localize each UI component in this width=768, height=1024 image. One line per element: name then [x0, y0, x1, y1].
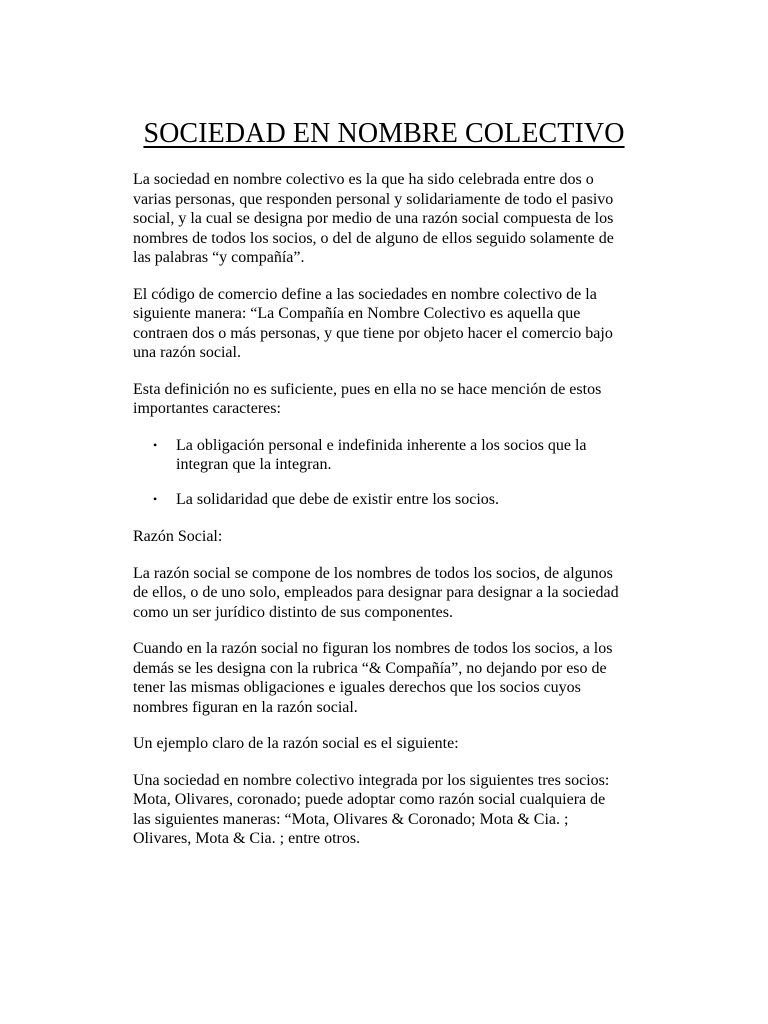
paragraph-ejemplo-intro — [133, 734, 643, 754]
paragraph-compania — [133, 639, 643, 717]
text-line: Un ejemplo claro de la razón social es el siguiente: — [133, 735, 459, 752]
text-line: varias personas, que responden personal y solidariamente de todo el pasivo — [133, 190, 614, 208]
text-line: siguiente manera: “La Compañía en Nombre Colectivo es aquella que — [133, 305, 581, 322]
text-line: La sociedad en nombre colectivo es la que ha sido celebrada entre dos o — [133, 171, 594, 188]
text-line: social, y la cual se designa por medio de una razón social compuesta de los — [133, 210, 614, 227]
text-line: El código de comercio define a las sociedades en nombre colectivo de la — [133, 285, 597, 303]
text-line: Una sociedad en nombre colectivo integrada por los siguientes tres socios: — [133, 771, 610, 789]
text-line: una razón social. — [133, 344, 241, 361]
text-line: demás se les designa con la rubrica “& Compañía”, no dejando por eso de — [133, 659, 607, 677]
text-line: las siguientes maneras: “Mota, Olivares & Coronado; Mota & Cia. ; — [133, 810, 569, 828]
document-title: SOCIEDAD EN NOMBRE COLECTIVO — [143, 118, 625, 149]
text-line: Cuando en la razón social no figuran los nombres de todos los socios, a los — [133, 640, 613, 657]
text-line: integran que la integran. — [176, 456, 332, 473]
text-line: contraen dos o más personas, y que tiene por objeto hacer el comercio bajo — [133, 324, 613, 342]
section-heading-razon-social — [133, 527, 643, 547]
text-line: Olivares, Mota & Cia. ; entre otros. — [133, 830, 361, 847]
text-line: Razón Social: — [133, 528, 223, 545]
text-line: tener las mismas obligaciones e iguales derechos que los socios cuyos — [133, 679, 581, 696]
list-item — [133, 490, 643, 510]
text-line: Esta definición no es suficiente, pues en ella no se hace mención de estos — [133, 380, 602, 398]
text-line: La solidaridad que debe de existir entre los socios. — [176, 490, 500, 508]
text-line: las palabras “y compañía”. — [133, 249, 305, 266]
text-line: importantes caracteres: — [133, 400, 281, 417]
text-line: como un ser jurídico distinto de sus componentes. — [133, 603, 453, 621]
text-line: nombres figuran en la razón social. — [133, 698, 358, 716]
paragraph-definition — [133, 170, 643, 268]
paragraph-ejemplo — [133, 771, 643, 849]
document-body — [133, 170, 643, 866]
list-item — [133, 436, 643, 475]
text-line: La obligación personal e indefinida inherente a los socios que la — [176, 436, 587, 454]
text-line: La razón social se compone de los nombres de todos los socios, de algunos — [133, 564, 613, 582]
bullet-icon: • — [153, 437, 158, 452]
paragraph-definicion-insuficiente — [133, 380, 643, 419]
text-line: nombres de todos los socios, o del de alguno de ellos seguido solamente de — [133, 229, 614, 247]
bullet-icon: • — [153, 491, 158, 506]
text-line: Mota, Olivares, coronado; puede adoptar como razón social cualquiera de — [133, 791, 606, 808]
characteristics-list — [133, 436, 643, 510]
paragraph-razon-social — [133, 564, 643, 623]
paragraph-codigo-comercio — [133, 285, 643, 363]
text-line: de ellos, o de uno solo, empleados para designar para designar a la sociedad — [133, 584, 619, 601]
